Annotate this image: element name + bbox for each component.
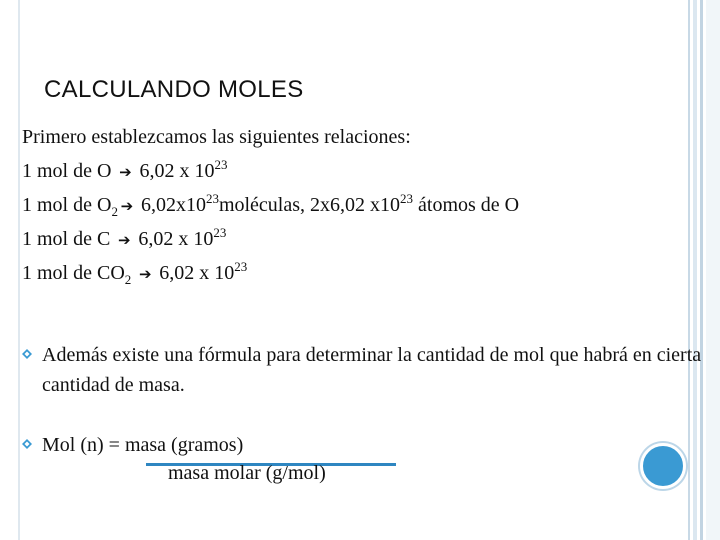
formula-denominator: masa molar (g/mol) (168, 462, 326, 484)
diamond-bullet-icon (22, 439, 32, 449)
relation-value: 6,02 x 10 (138, 228, 214, 250)
relation-row (22, 154, 519, 188)
right-arrow-icon: ➔ (138, 265, 152, 283)
relation-row (22, 188, 519, 222)
bullet-text: Además existe una fórmula para determinar la cantidad de mol que habrá en cierta cantidad de masa. (42, 344, 702, 396)
relation-row (22, 222, 519, 256)
relation-exponent: 23 (205, 191, 219, 206)
relation-value: 6,02 x 10 (159, 262, 235, 284)
relation-subscript: 2 (111, 204, 118, 219)
formula (42, 430, 326, 484)
relation-exponent: 23 (214, 157, 228, 172)
relation-extra: moléculas, 2x6,02 x10 (218, 194, 401, 216)
right-arrow-icon: ➔ (120, 197, 134, 215)
relation-exponent: 23 (234, 259, 248, 274)
bullet-item (22, 430, 702, 484)
relation-value: 6,02 x 10 (139, 160, 215, 182)
right-arrow-icon: ➔ (118, 231, 131, 249)
right-arrow-icon: ➔ (119, 163, 132, 181)
left-border-line (18, 0, 20, 540)
relation-prefix: 1 mol de O (22, 160, 117, 182)
relation-exponent: 23 (400, 191, 414, 206)
diamond-bullet-icon (22, 349, 32, 359)
relation-prefix: 1 mol de C (22, 228, 116, 250)
formula-numerator: Mol (n) = masa (gramos) (42, 434, 244, 456)
relation-subscript: 2 (124, 272, 132, 287)
relations-block (22, 120, 519, 290)
intro-text: Primero establezcamos las siguientes relaciones: (22, 126, 411, 148)
relation-value: 6,02x10 (135, 194, 206, 216)
bullet-list (22, 340, 702, 484)
slide-title: CALCULANDO MOLES (44, 76, 304, 103)
relation-exponent: 23 (213, 225, 227, 240)
relation-row (22, 256, 519, 290)
relation-tail: átomos de O (413, 194, 520, 216)
relation-prefix: 1 mol de O (22, 194, 112, 216)
relation-prefix: 1 mol de CO (22, 262, 125, 284)
bullet-item (22, 340, 702, 400)
stripe (706, 0, 720, 540)
